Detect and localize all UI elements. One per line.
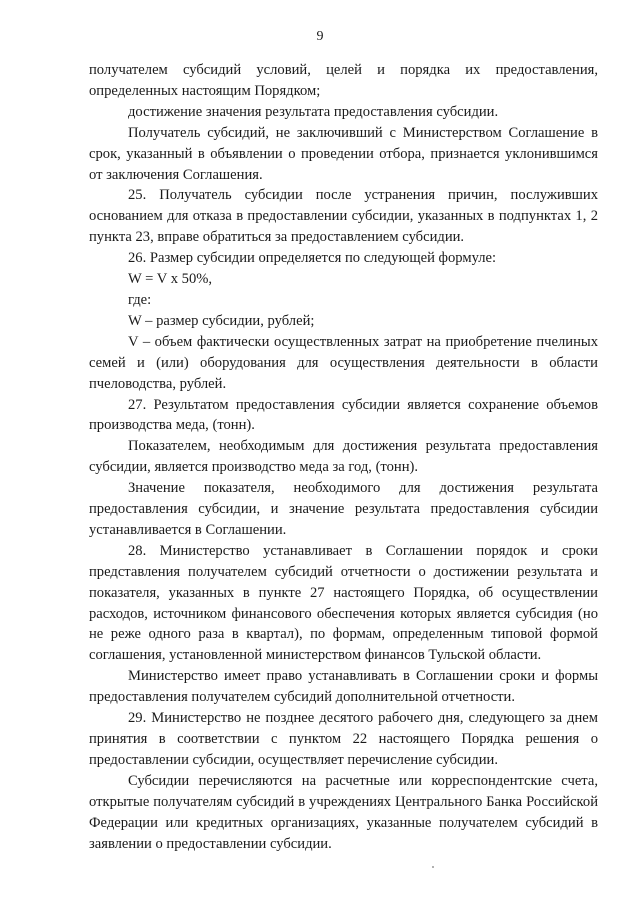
paragraph: Субсидии перечисляются на расчетные или корреспондентские счета, открытые получателям субсидий в учреждениях Центрального Банка Российской Федерации или кредитных организациях, указанные получателем субсидий в заявлении о предоставлении субсидии. [89, 772, 598, 852]
paragraph: W – размер субсидии, рублей; [128, 312, 315, 329]
scan-speck [432, 866, 434, 868]
paragraph: 29. Министерство не позднее десятого рабочего дня, следующего за днем принятия в соответствии с пунктом 22 настоящего Порядка решения о предоставлении субсидии, осуществляет перечисление субсидии. [89, 710, 598, 768]
paragraph: Получатель субсидий, не заключивший с Министерством Соглашение в срок, указанный в объявлении о проведении отбора, признается уклонившимся от заключения Соглашения. [89, 124, 598, 183]
paragraph: 26. Размер субсидии определяется по следующей формуле: [128, 250, 497, 267]
paragraph: 27. Результатом предоставления субсидии является сохранение объемов производства меда, (тонн). [89, 396, 598, 434]
document-body [89, 60, 598, 854]
paragraph: 28. Министерство устанавливает в Соглашении порядок и сроки представления получателем субсидий отчетности о достижении результата и показателя, указанных в пункте 27 настоящего Порядка, об осуществлении расходов, источником финансового обеспечения которых является субсидия (но не реже одного раза в квартал), по формам, определенным типовой формой соглашения, установленной министерством финансов Тульской области. [89, 542, 598, 664]
formula-line: W = V х 50%, [128, 271, 213, 288]
paragraph: V – объем фактически осуществленных затрат на приобретение пчелиных семей и (или) оборудования для осуществления деятельности в области пчеловодства, рублей. [89, 333, 598, 392]
paragraph: 25. Получатель субсидии после устранения причин, послуживших основанием для отказа в предоставлении субсидии, указанных в подпунктах 1, 2 пункта 23, вправе обратиться за предоставлением субсидии. [89, 187, 598, 246]
page-number: 9 [316, 29, 324, 44]
paragraph: Показателем, необходимым для достижения результата предоставления субсидии, является производство меда за год, (тонн). [89, 438, 598, 476]
paragraph: Значение показателя, необходимого для достижения результата предоставления субсидии, и значение результата предоставления субсидии устанавливается в Соглашении. [89, 480, 598, 538]
paragraph: Министерство имеет право устанавливать в Соглашении сроки и формы предоставления получателем субсидий дополнительной отчетности. [89, 668, 598, 706]
paragraph: достижение значения результата предоставления субсидии. [128, 103, 499, 120]
paragraph: получателем субсидий условий, целей и порядка их предоставления, определенных настоящим Порядком; [89, 62, 598, 99]
formula-line: где: [128, 291, 152, 308]
